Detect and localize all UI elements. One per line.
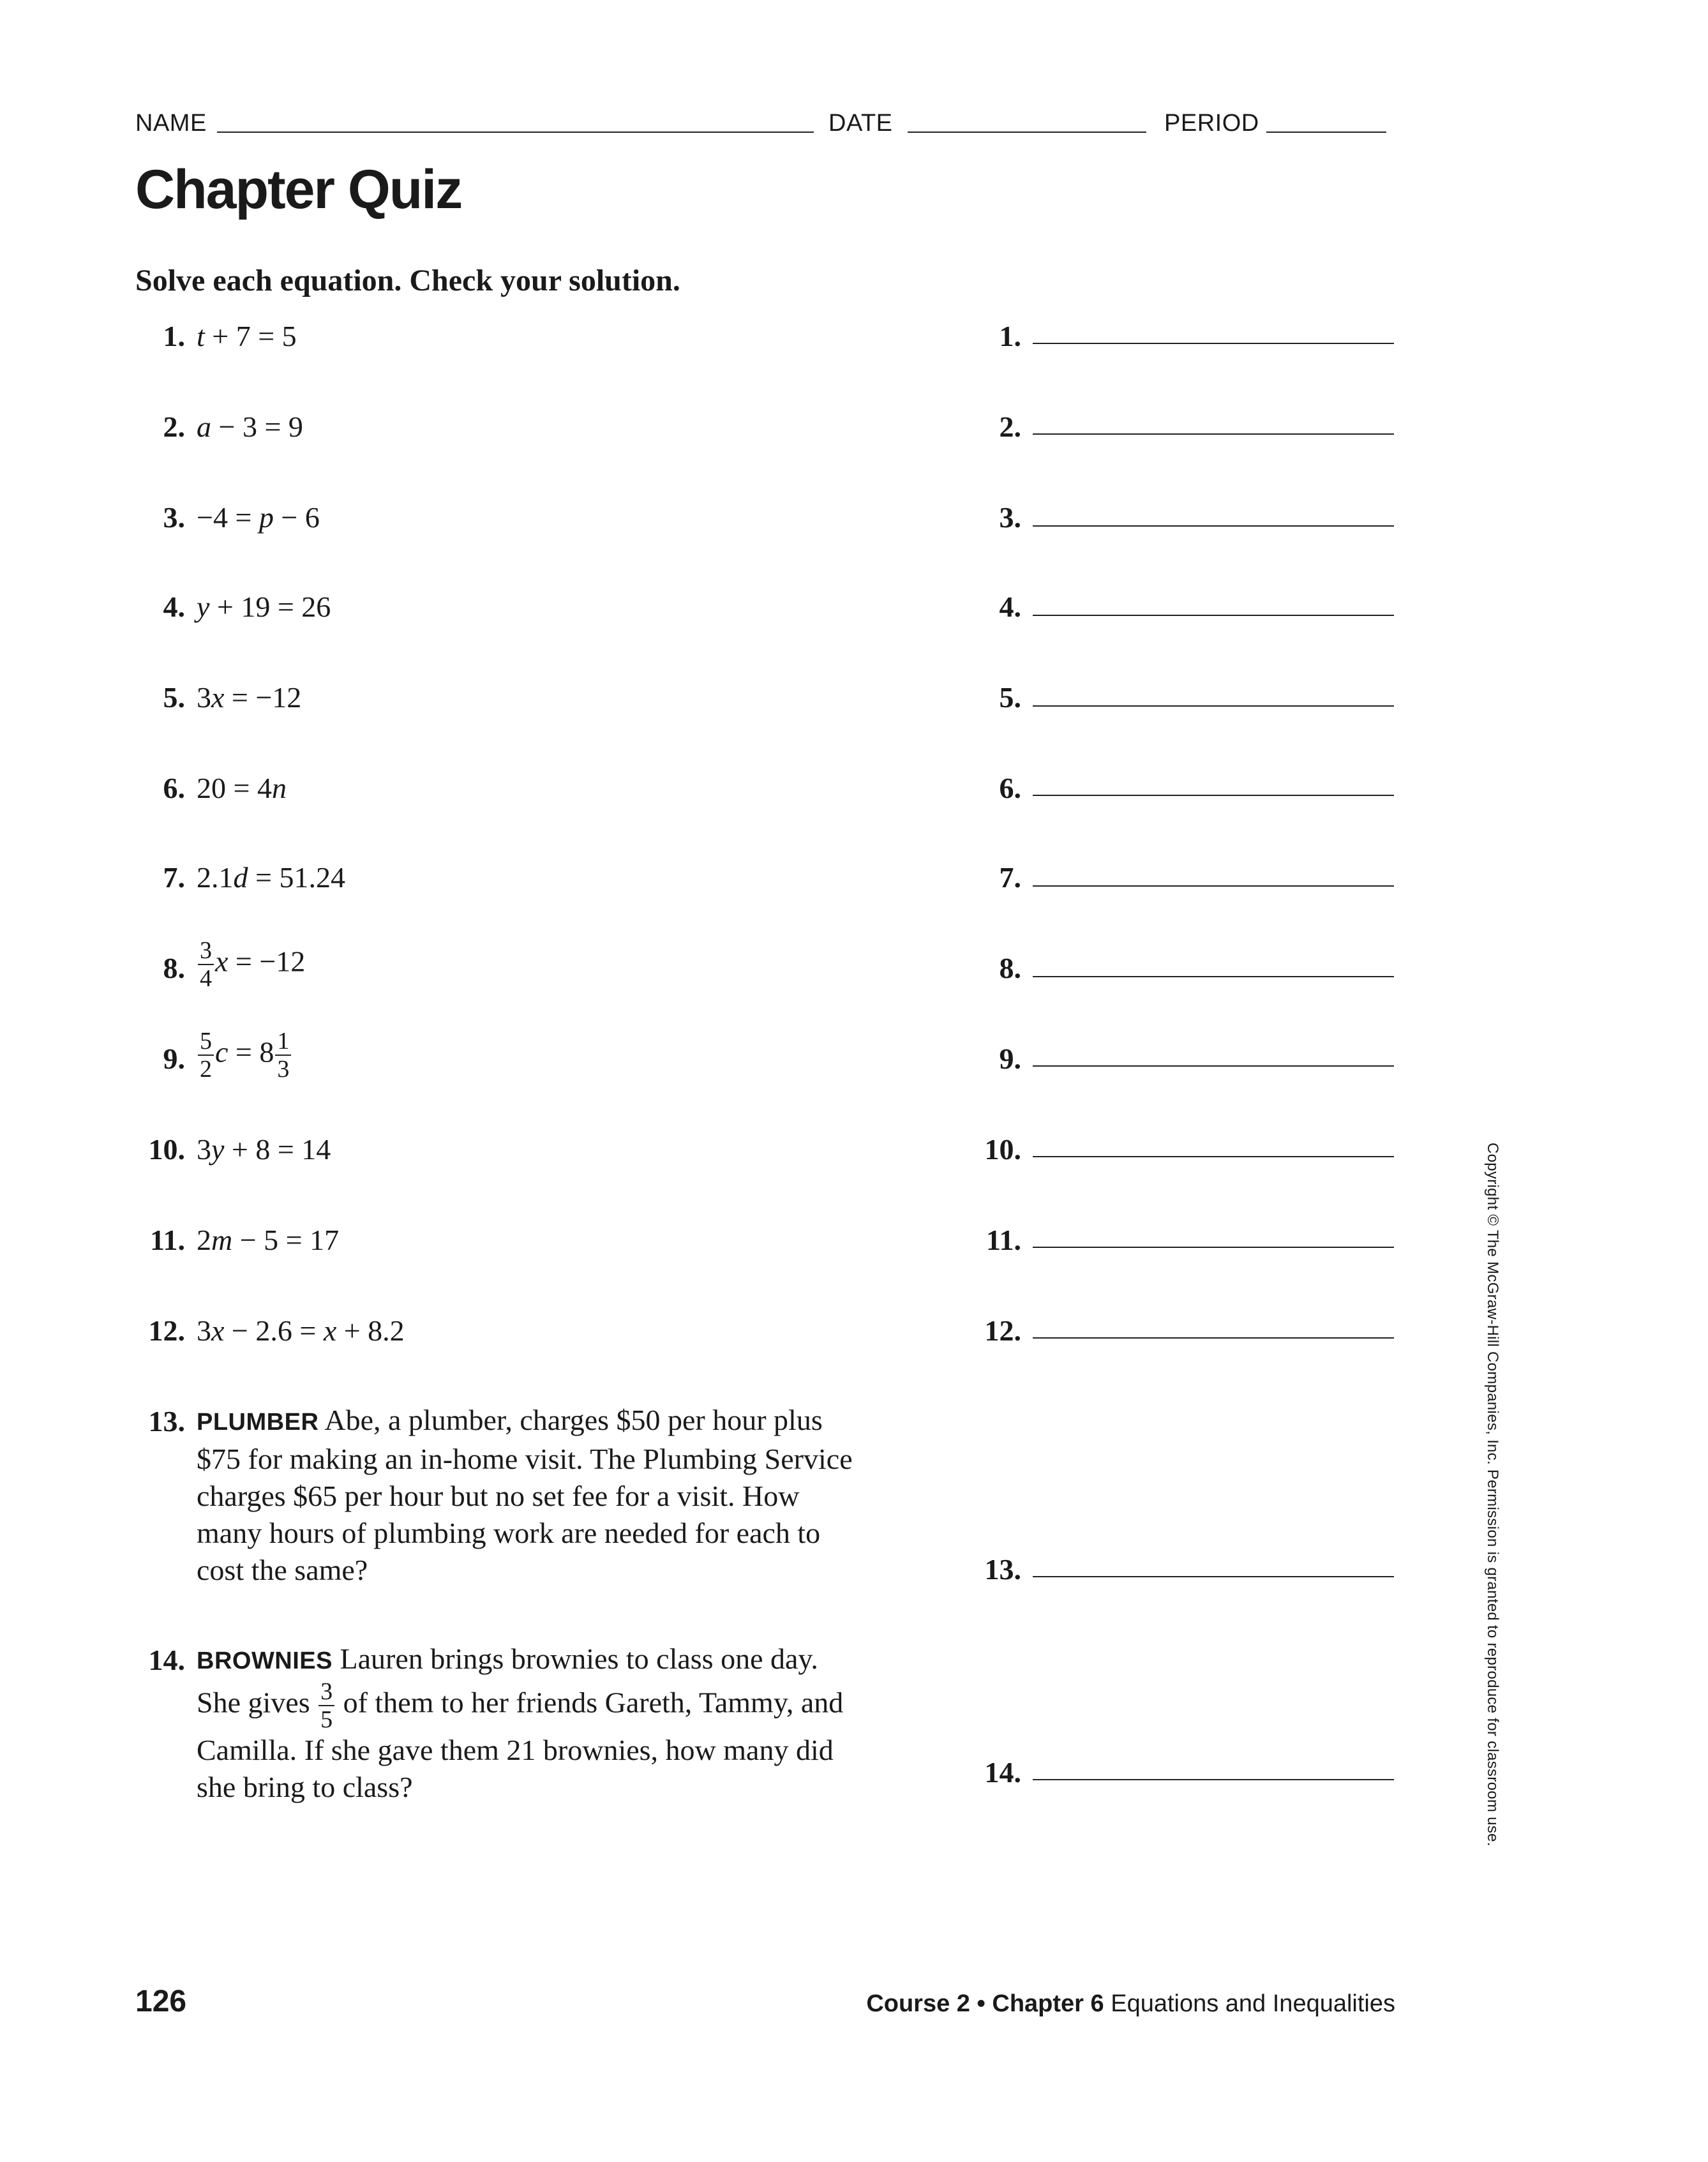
answer-blank[interactable] — [1033, 705, 1394, 707]
problem-number: 6. — [163, 772, 185, 804]
answer-number: 4. — [999, 590, 1021, 623]
answer-blank[interactable] — [1033, 1065, 1394, 1067]
answer-blank[interactable] — [1033, 1779, 1394, 1780]
problem-number: 10. — [148, 1133, 185, 1166]
answer-blank[interactable] — [1033, 885, 1394, 887]
name-field[interactable] — [217, 131, 814, 133]
answer-blank[interactable] — [1033, 1156, 1394, 1157]
answer-number: 9. — [999, 1042, 1021, 1075]
problem-equation: 3x = −12 — [197, 681, 302, 714]
answer-blank[interactable] — [1033, 1337, 1394, 1339]
answer-number: 1. — [999, 320, 1021, 352]
answer-blank[interactable] — [1033, 976, 1394, 977]
answer-number: 14. — [984, 1756, 1021, 1789]
problem-equation: y + 19 = 26 — [197, 590, 331, 623]
answer-blank[interactable] — [1033, 525, 1394, 527]
problem-number: 9. — [163, 1042, 185, 1075]
name-label: NAME — [135, 110, 207, 137]
problem-number: 3. — [163, 501, 185, 534]
answer-number: 11. — [986, 1224, 1021, 1256]
problem-number: 11. — [150, 1224, 185, 1256]
answer-number: 3. — [999, 501, 1021, 534]
answer-blank[interactable] — [1033, 433, 1394, 435]
problem-number: 13. — [148, 1405, 185, 1438]
problem-equation: −4 = p − 6 — [197, 501, 320, 534]
problem-equation: 3x − 2.6 = x + 8.2 — [197, 1314, 405, 1347]
answer-number: 7. — [999, 861, 1021, 894]
footer-course-info: Course 2 • Chapter 6 Equations and Inequalities — [866, 1990, 1395, 2017]
problem-equation: t + 7 = 5 — [197, 320, 297, 352]
problem-number: 12. — [148, 1314, 185, 1347]
answer-number: 13. — [984, 1553, 1021, 1586]
problem-number: 4. — [163, 590, 185, 623]
page-title: Chapter Quiz — [135, 159, 462, 220]
problem-number: 7. — [163, 861, 185, 894]
problem-equation: 3y + 8 = 14 — [197, 1133, 331, 1166]
problem-equation: $\frac{3}{4}$ x = −12 — [197, 938, 305, 991]
date-field[interactable] — [908, 131, 1146, 133]
answer-blank[interactable] — [1033, 795, 1394, 796]
period-label: PERIOD — [1164, 110, 1259, 137]
answer-blank[interactable] — [1033, 1576, 1394, 1577]
problem-equation: 2.1d = 51.24 — [197, 861, 345, 894]
page-number: 126 — [135, 1985, 187, 2018]
answer-number: 8. — [999, 952, 1021, 984]
answer-number: 6. — [999, 772, 1021, 804]
copyright-notice: Copyright © The McGraw-Hill Companies, Inc. Permission is granted to reproduce for classroom use. — [1484, 1143, 1501, 1847]
date-label: DATE — [828, 110, 893, 137]
answer-number: 5. — [999, 681, 1021, 714]
answer-number: 2. — [999, 410, 1021, 443]
answer-number: 10. — [984, 1133, 1021, 1166]
problem-equation: a − 3 = 9 — [197, 410, 303, 443]
answer-blank[interactable] — [1033, 1247, 1394, 1248]
instructions: Solve each equation. Check your solution. — [135, 264, 680, 297]
problem-equation: 20 = 4n — [197, 772, 287, 804]
problem-number: 1. — [163, 320, 185, 352]
problem-number: 14. — [148, 1644, 185, 1676]
problem-number: 8. — [163, 952, 185, 984]
word-problem: BROWNIES Lauren brings brownies to class one day. She gives $\frac{3}{5}$ of them to her friends Gareth, Tammy, and Camilla. If she gave them 21 brownies, how many did she bring to class? — [197, 1642, 844, 1803]
problem-equation: 2m − 5 = 17 — [197, 1224, 340, 1256]
problem-number: 5. — [163, 681, 185, 714]
word-problem: PLUMBER Abe, a plumber, charges $50 per hour plus $75 for making an in-home visit. The Plumbing Service charges $65 per hour but no set fee for a visit. How many hours of plumbing work are needed for each to cost the same? — [197, 1404, 853, 1586]
answer-blank[interactable] — [1033, 615, 1394, 616]
period-field[interactable] — [1266, 131, 1386, 133]
problem-equation: $\frac{5}{2}$ c = 8 $\frac{1}{3}$ — [197, 1029, 292, 1081]
answer-number: 12. — [984, 1314, 1021, 1347]
problem-number: 2. — [163, 410, 185, 443]
answer-blank[interactable] — [1033, 343, 1394, 344]
